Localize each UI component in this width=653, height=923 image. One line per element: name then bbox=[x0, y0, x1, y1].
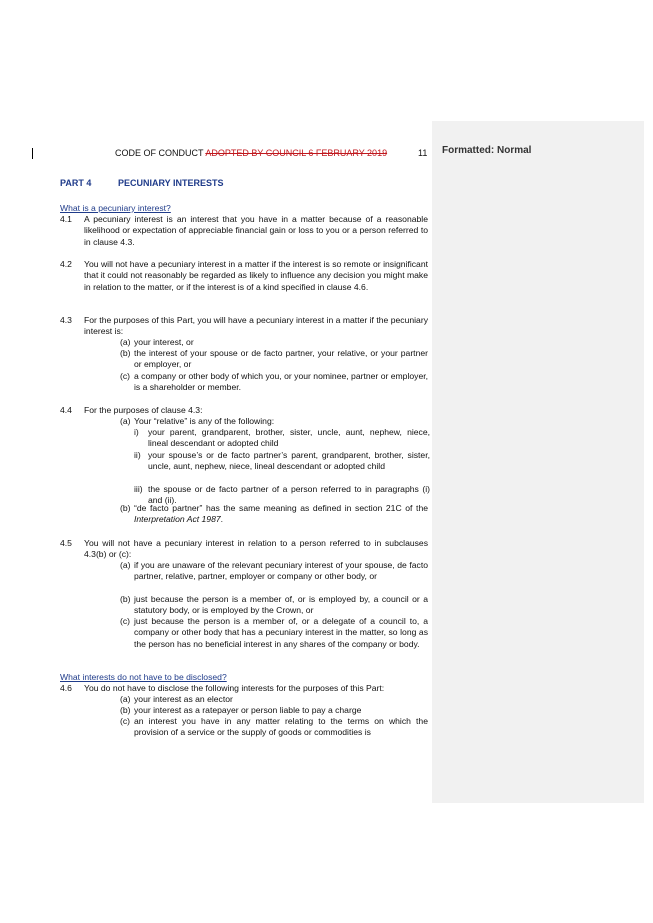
clause-4-5-b: (b) just because the person is a member of, or is employed by, a council or a statutory body, or is employed by the Crown, or bbox=[120, 594, 428, 616]
clause-4-4-b: (b) “de facto partner” has the same meaning as defined in section 21C of the Interpretation Act 1987. bbox=[120, 503, 428, 525]
clause-4-2 bbox=[60, 259, 428, 293]
clause-4-4-ii: ii) your spouse’s or de facto partner’s parent, grandparent, brother, sister, uncle, aunt, nephew, niece, lineal descendant or adopted child bbox=[134, 450, 430, 472]
part-number: PART 4 bbox=[60, 178, 92, 188]
clause-text: For the purposes of this Part, you will have a pecuniary interest in a matter if the pecuniary interest is: bbox=[84, 315, 428, 337]
sidebar-title: Formatted: Normal bbox=[442, 145, 532, 156]
clause-text: A pecuniary interest is an interest that you have in a matter because of a reasonable likelihood or expectation of appreciable financial gain or loss to you or a person referred to in clause 4.3. bbox=[84, 214, 428, 247]
clause-4-4-a: (a) Your “relative” is any of the following: bbox=[120, 416, 275, 426]
clause-4-3-c: (c) a company or other body of which you, or your nominee, partner or employer, is a shareholder or member. bbox=[120, 371, 428, 393]
clause-text: You will not have a pecuniary interest in a matter if the interest is so remote or insignificant that it could not reasonably be regarded as likely to influence any decision you might make in relation to the matter, or if the interest is of a kind specified in clause 4.6. bbox=[84, 259, 428, 292]
clause-4-3-a: (a) your interest, or bbox=[120, 337, 194, 347]
clause-4-6-a: (a) your interest as an elector bbox=[120, 694, 233, 704]
clause-number: 4.4 bbox=[60, 405, 72, 415]
part-title: PECUNIARY INTERESTS bbox=[118, 178, 224, 188]
part-heading bbox=[60, 178, 224, 189]
page-number: 11 bbox=[418, 148, 428, 158]
clause-text: You will not have a pecuniary interest in relation to a person referred to in subclauses 4.3(b) or (c): bbox=[84, 538, 428, 560]
section-heading-what-not: What interests do not have to be disclosed? bbox=[60, 672, 227, 682]
clause-number: 4.6 bbox=[60, 683, 72, 693]
clause-number: 4.2 bbox=[60, 259, 72, 269]
act-name: Interpretation Act 1987 bbox=[134, 514, 221, 525]
clause-text: For the purposes of clause 4.3: bbox=[84, 405, 203, 415]
deleted-text: ADOPTED BY COUNCIL 6 FEBRUARY 2019 bbox=[205, 148, 388, 158]
change-bar bbox=[32, 148, 33, 159]
clause-4-6-b: (b) your interest as a ratepayer or person liable to pay a charge bbox=[120, 705, 362, 715]
comment-sidebar bbox=[432, 121, 644, 803]
section-heading-what-is: What is a pecuniary interest? bbox=[60, 203, 171, 213]
clause-4-5-a: (a) if you are unaware of the relevant pecuniary interest of your spouse, de facto partner, relative, partner, employer or company or other body, or bbox=[120, 560, 428, 582]
clause-4-4-i: i) your parent, grandparent, brother, sister, uncle, aunt, nephew, niece, lineal descendant or adopted child bbox=[134, 427, 430, 449]
clause-4-5 bbox=[60, 538, 428, 561]
clause-4-3 bbox=[60, 315, 428, 338]
clause-number: 4.3 bbox=[60, 315, 72, 325]
clause-4-4-iii: iii) the spouse or de facto partner of a person referred to in paragraphs (i) and (ii). bbox=[134, 484, 430, 506]
clause-4-1 bbox=[60, 214, 428, 248]
clause-number: 4.5 bbox=[60, 538, 72, 548]
clause-number: 4.1 bbox=[60, 214, 72, 224]
clause-4-5-c: (c) just because the person is a member of, or a delegate of a council to, a company or other body that has a pecuniary interest in the matter, so long as the person has no beneficial interest in any shares of the company or body. bbox=[120, 616, 428, 649]
clause-4-6 bbox=[60, 683, 428, 694]
header-title: CODE OF CONDUCT ADOPTED BY COUNCIL 6 FEBRUARY 2019 bbox=[115, 148, 388, 158]
clause-4-4 bbox=[60, 405, 428, 416]
clause-4-6-c: (c) an interest you have in any matter relating to the terms on which the provision of a service or the supply of goods or commodities is bbox=[120, 716, 428, 738]
clause-text: You do not have to disclose the following interests for the purposes of this Part: bbox=[84, 683, 385, 693]
clause-4-3-b: (b) the interest of your spouse or de facto partner, your relative, or your partner or employer, or bbox=[120, 348, 428, 370]
